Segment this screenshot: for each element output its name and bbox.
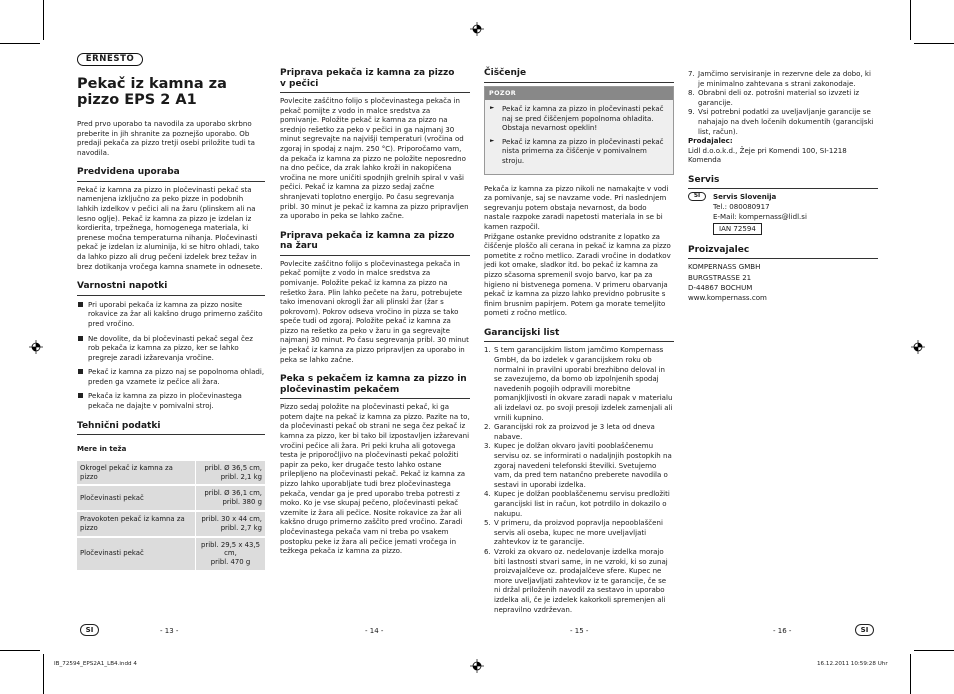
warning-heading: POZOR: [485, 87, 673, 101]
warning-box: [484, 86, 674, 175]
section-heading-warranty: Garancijski list: [484, 328, 674, 343]
list-item: 9. Vsi potrebni podatki za uveljavljanje garancije se nahajajo na dveh ločenih dokumentih (garancijski list, račun).: [688, 107, 874, 136]
list-item: 5. V primeru, da proizvod popravlja nepooblaščeni servis ali oseba, kupec ne more uveljavljati zahtevkov iz te garancije.: [484, 518, 663, 547]
cleaning-text: Prižgane ostanke previdno odstranite z lopatko za čiščenje ploščo ali cerana in pekač iz kamna za pizzo pometite z ročno metlico. Zaradi vročine in dodatkov jedi kot omake, sladkor itd. bo pekač iz kamna za pizzo sčasoma spremenil svojo barvo, kar pa za higieno ni bistvenega pomena. V primeru obarvanja pekač iz kamna za pizzo lahko previdno pobrusite s finim brusnim papirjem. Potem ga morate temeljito pometi z ročno metlico.: [484, 231, 671, 318]
spec-table: [77, 459, 265, 572]
list-item: ► Pekač iz kamna za pizzo in pločevinasti pekač naj se pred čiščenjem popolnoma ohladita. Obstaja nevarnost opeklin!: [489, 104, 669, 133]
page-number-14: - 14 -: [365, 627, 384, 635]
list-item: 2. Garancijski rok za proizvod je 3 leta od dneva nabave.: [484, 422, 655, 441]
crop-mark: [914, 43, 954, 44]
country-badge-right: SI: [855, 624, 874, 636]
list-item: ► Pekač iz kamna za pizzo in pločevinasti pekač nista primerna za čiščenje v pomivalnem stroju.: [489, 137, 669, 166]
title-line-1: Pekač iz kamna za: [77, 76, 227, 92]
title-line-2: pizzo EPS 2 A1: [77, 91, 197, 108]
table-row: [77, 486, 265, 510]
list-item: 7. Jamčimo servisiranje in rezervne dele za dobo, ki je minimalno zahtevana s strani zakonodaje.: [688, 69, 871, 88]
list-item: 6. Vzroki za okvaro oz. nedelovanje izdelka morajo biti lastnosti stvari same, in ne vzroki, ki so zunaj proizvajalčeve oz. prodajalčeve sfere. Kupec ne more uveljavljati zahtevkov iz te garancije, če se ni držal priloženih navodil za sestavo in uporabo izdelka ali, če je izdelek kakorkoli spremenjen ali nepravilno vzdrževan.: [484, 546, 668, 614]
table-cell-name: Pločevinasti pekač: [77, 538, 195, 570]
section-heading-grill-prep: Priprava pekača iz kamna za pizzo na žaru: [280, 231, 470, 256]
column-page-15: [484, 68, 674, 614]
table-cell-name: Okrogel pekač iz kamna za pizzo: [77, 461, 195, 485]
seller-label: Prodajalec:: [688, 136, 733, 146]
warranty-list: [484, 345, 674, 614]
list-item: 8. Obrabni deli oz. potrošni material so izvzeti iz garancije.: [688, 88, 860, 107]
safety-list: [77, 300, 265, 411]
manufacturer-address: KOMPERNASS GMBH BURGSTRASSE 21 D-44867 BOCHUM www.kompernass.com: [688, 262, 767, 302]
service-phone: Tel.: 080080917: [713, 202, 770, 212]
section-heading-service: Servis: [688, 175, 878, 190]
table-cell-value: pribl. Ø 36,5 cm, pribl. 2,1 kg: [195, 461, 265, 485]
table-row: [77, 538, 265, 570]
crop-mark: [910, 654, 911, 694]
table-cell-name: Pločevinasti pekač: [77, 486, 195, 510]
page-number-16: - 16 -: [773, 627, 792, 635]
crop-mark: [43, 654, 44, 694]
dimensions-subheading: Mere in teža: [77, 444, 127, 454]
column-page-13: [77, 68, 265, 572]
list-item: Pekača iz kamna za pizzo in pločevinastega pekača ne dajajte v pomivalni stroj.: [77, 391, 265, 410]
crop-mark: [0, 43, 40, 44]
section-heading-baking: Peka s pekačem iz kamna za pizzo in pločevinastim pekačem: [280, 374, 470, 399]
oven-prep-text: Povlecite zaščitno folijo s pločevinastega pekača in pekač pomijte z vodo in malce sredstva za pomivanje. Položite pekač iz kamna za pizzo na srednjo rešetko za peko v pečici in ga najmanj 30 minut segrevajte na najvišji temperaturi (vročina od zgoraj in spodaj z najm. 250 °C). Priporočamo vam, da pekača iz kamna za pizzo ne položite neposredno na dno pečice, da zrak lahko kroži in nakopičena vročina ne more uničiti spodnjih grelnih spiral v vaši pečici. Pekač iz kamna za pizzo sedaj začne shranjevati toplotno energijo. Po času segrevanja pribl. 30 minut je pekač iz kamna za pizzo pripravljen za uporabo in peka se lahko začne.: [280, 96, 469, 221]
service-email: E-Mail: kompernass@lidl.si: [713, 211, 807, 221]
section-heading-intended-use: Predvidena uporaba: [77, 167, 265, 182]
country-badge: SI: [688, 192, 706, 201]
ian-badge: IAN 72594: [713, 223, 762, 235]
grill-prep-text: Povlecite zaščitno folijo s pločevinastega pekača in pekač pomijte z vodo in malce sredstva za pomivanje. Položite pekač iz kamna za pizzo na rešetko žara. Plin lahko pečete na žaru, potrebujete tako imenovani okrogli žar ali plinski žar (žar s pokrovom). Pokrov odseva vročino in pizza se tako speče tudi od zgoraj. Položite pekač iz kamna za pizzo na rešetko za peko v žaru in ga segrevajte najmanj 30 minut. Po času segrevanja pribl. 30 minut je pekač iz kamna za pizzo pripravljen za uporabo in peka se lahko začne.: [280, 258, 469, 364]
page-title: [77, 77, 265, 108]
warning-list: [485, 100, 673, 174]
baking-text: Pizzo sedaj položite na pločevinasti pekač, ki ga potem dajte na pekač iz kamna za pizzo. Pazite na to, da pločevinasti pekač ob strani ne sega čez pekač iz kamna za pizzo, ker bi tako bil izpostavljen izžarevani vročini pečice ali žara. Pri peki kruha ali gotovega testa je priporočljivo na pločevinasti pekač položiti papir za peko, ker drugače testo lahko ostane prilepljeno na pločevinasti pekač. Pekač iz kamna za pizzo lahko uporabljate tudi brez pločevinastega pekača, vendar ga je pred uporabo treba potresti z moko. Ko je vse skupaj pečeno, pločevinasti pekač vzemite iz žara ali pečice. Nosite rokavice za žar ali kakšno drugo primerno zaščito pred vročino. Zaradi pločevinastega pekača vam ni treba po vsakem postopku peke iz žara ali pečice jemati vročega in težkega pekača iz kamna za pizzo.: [280, 402, 470, 556]
crop-mark: [910, 0, 911, 40]
crop-mark: [0, 650, 40, 651]
section-heading-cleaning: Čiščenje: [484, 68, 674, 83]
crop-mark: [43, 0, 44, 40]
column-page-14: [280, 68, 470, 556]
column-page-16: [688, 68, 878, 303]
service-name: Servis Slovenija: [713, 192, 777, 202]
table-cell-value: pribl. 29,5 x 43,5 cm, pribl. 470 g: [195, 538, 265, 570]
country-badge-left: SI: [80, 624, 99, 636]
list-item: 1. S tem garancijskim listom jamčimo Kompernass GmbH, da bo izdelek v garancijskem roku ob normalni in pravilni uporabi brezhibno deloval in se zavezujemo, da bomo ob izpolnjenih spodaj navedenih pogojih odpravili morebitne pomanjkljivosti in okvare zaradi napak v materialu ali izdelavi oz. po svoji presoji izdelek zamenjali ali vrnili kupnino.: [484, 345, 673, 422]
registration-mark-icon: [470, 659, 484, 673]
list-item: Pri uporabi pekača iz kamna za pizzo nosite rokavice za žar ali kakšno drugo primerno zaščito pred vročino.: [77, 300, 265, 329]
timestamp-slug: 16.12.2011 10:59:28 Uhr: [817, 661, 888, 667]
intended-use-text: Pekač iz kamna za pizzo in pločevinasti pekač sta namenjena izključno za peko pizze in podobnih lahkih izdelkov v pečici ali na žaru (plinskem ali na lesno oglje). Pekač iz kamna za pizzo je izdelan iz kordierita, trpežnega, homogenega materiala, ki prenese močna temperaturna nihanja. Pločevinasti pekač je izdelan iz aluminija, ki se hitro ohladi, tako da lahko pizzo ali drug pečeni izdelek brez težav in brez dotikanja vročega kamna snamete in odnesete.: [77, 184, 263, 271]
service-contact: [688, 192, 878, 234]
table-cell-value: pribl. Ø 36,1 cm, pribl. 380 g: [195, 486, 265, 510]
intro-text: Pred prvo uporabo ta navodila za uporabo skrbno preberite in jih shranite za poznejšo uporabo. Ob predaji pekača za pizzo tretji osebi priložite tudi ta navodila.: [77, 119, 255, 157]
table-row: [77, 461, 265, 485]
section-heading-manufacturer: Proizvajalec: [688, 245, 878, 260]
section-heading-oven-prep: Priprava pekača iz kamna za pizzo v pečici: [280, 68, 470, 93]
brand-logo: ERNESTO: [77, 53, 143, 66]
cleaning-text: Pekača iz kamna za pizzo nikoli ne namakajte v vodi za pomivanje, saj se navzame vode. Pri naslednjem segrevanju potem obstaja nevarnost, da bodo nastale razpoke zaradi napetosti materiala in se bi kamen razpočil.: [484, 183, 669, 232]
page-number-15: - 15 -: [570, 627, 589, 635]
registration-mark-icon: [470, 22, 484, 36]
table-row: [77, 512, 265, 536]
registration-mark-icon: [911, 340, 925, 354]
table-cell-name: Pravokoten pekač iz kamna za pizzo: [77, 512, 195, 536]
list-item: Pekač iz kamna za pizzo naj se popolnoma ohladi, preden ga vzamete iz pečice ali žara.: [77, 367, 265, 386]
file-slug: IB_72594_EPS2A1_LB4.indd 4: [54, 661, 137, 667]
seller-text: Lidl d.o.o.k.d., Žeje pri Komendi 100, SI-1218 Komenda: [688, 145, 847, 165]
list-item: Ne dovolite, da bi pločevinasti pekač segal čez rob pekača iz kamna za pizzo, ker se lahko pregreje zaradi izžarevanja vročine.: [77, 334, 265, 363]
list-item: 3. Kupec je dolžan okvaro javiti pooblaščenemu servisu oz. se informirati o nadaljnjih postopkih na zgoraj navedeni telefonski številki. Svetujemo vam, da pred tem natančno preberete navodila o sestavi in uporabi izdelka.: [484, 441, 672, 489]
section-heading-technical-data: Tehnični podatki: [77, 421, 265, 436]
list-item: 4. Kupec je dolžan pooblaščenemu servisu predložiti garancijski list in račun, kot potrdilo in dokazilo o nakupu.: [484, 489, 670, 518]
table-cell-value: pribl. 30 x 44 cm, pribl. 2,7 kg: [195, 512, 265, 536]
crop-mark: [914, 650, 954, 651]
section-heading-safety: Varnostni napotki: [77, 281, 265, 296]
warranty-list-continued: [688, 69, 878, 136]
registration-mark-icon: [29, 340, 43, 354]
page-number-13: - 13 -: [160, 627, 179, 635]
